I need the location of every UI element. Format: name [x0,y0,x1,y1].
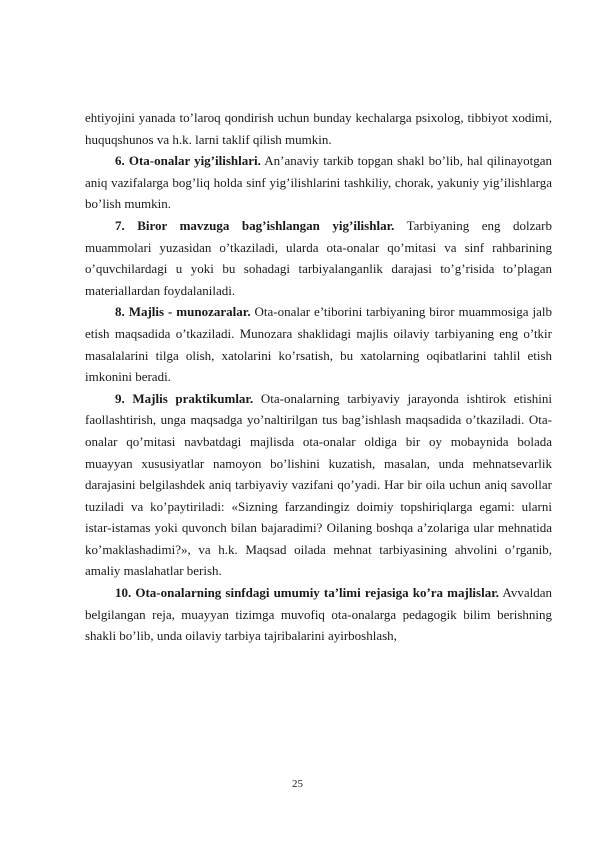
paragraph-text: Ota-onalarning tarbiyaviy jarayonda ishtirok etishini faollashtirish, unga maqsadga yo’naltirilgan tus bag’ishlash maqsadida o’tkaziladi. Ota-onalar qo’mitasi navbatdagi majlisda ota-onalar oldiga bir oy mobaynida bolada muayyan xususiyatlar namoyon bo’lishini kuzatish, masalan, unda mehnatsevarlik darajasini belgilashdek aniq tarbiyaviy vazifani qo’yadi. Har bir oila uchun aniq savollar tuziladi va ko’paytiriladi: «Sizning farzandingiz doimiy topshiriqlarga egami: ularni istar-istamas yoki quvonch bilan bajaradimi? Oilaning boshqa a’zolariga ular mehnatida ko’maklashadimi?», va h.k. Maqsad oilada mehnat tarbiyasining ahvolini o’rganib, amaliy maslahatlar berish. [85,390,552,579]
document-page [85,107,552,647]
paragraph-curriculum-meetings [85,582,552,647]
paragraph-text: ehtiyojini yanada to’laroq qondirish uchun bunday kechalarga psixolog, tibbiyot xodimi, huquqshunos va h.k. larni taklif qilish mumkin. [85,110,552,147]
paragraph-heading: 7. Biror mavzuga bag’ishlangan yig’ilishlar. [115,217,395,233]
paragraph-text: Avvaldan belgilangan reja, muayyan tizimga muvofiq ota-onalarga pedagogik bilim berishning shakli bo’lib, unda oilaviy tarbiya tajribalarini ayirboshlash, [85,585,553,644]
paragraph-text: An’anaviy tarkib topgan shakl bo’lib, hal qilinayotgan aniq vazifalarga bog’liq holda sinf yig’ilishlarini tashkiliy, chorak, yakuniy yig’ilishlarga bo’lish mumkin. [85,153,552,212]
paragraph-heading: 8. Majlis - munozaralar. [115,304,251,320]
page-number: 25 [292,778,303,790]
paragraph-debate-meetings [85,301,552,387]
paragraph-topic-meetings [85,215,552,301]
paragraph-continuation [85,107,552,150]
paragraph-parent-meetings [85,150,552,215]
paragraph-heading: 9. Majlis praktikumlar. [115,390,254,406]
paragraph-text: Ota-onalar e’tiborini tarbiyaning biror muammosiga jalb etish maqsadida o’tkaziladi. Munozara shaklidagi majlis oilaviy tarbiyaning eng o’tkir masalalarini tilga olish, xatolarini ko’rsatish, bu xatolarning oqibatlarini tahlil etish imkonini beradi. [85,304,552,385]
paragraph-heading: 6. Ota-onalar yig’ilishlari. [115,153,261,169]
paragraph-heading: 10. Ota-onalarning sinfdagi umumiy ta’limi rejasiga ko’ra majlislar. [115,585,500,601]
paragraph-text: Tarbiyaning eng dolzarb muammolari yuzasidan o’tkaziladi, ularda ota-onalar qo’mitasi va sinf rahbarining o’quvchilardagi u yoki bu sohadagi tarbiyalanganlik darajasi to’g’risida to’plagan materiallardan foydalaniladi. [85,217,552,298]
paragraph-practicum-meetings [85,388,552,582]
